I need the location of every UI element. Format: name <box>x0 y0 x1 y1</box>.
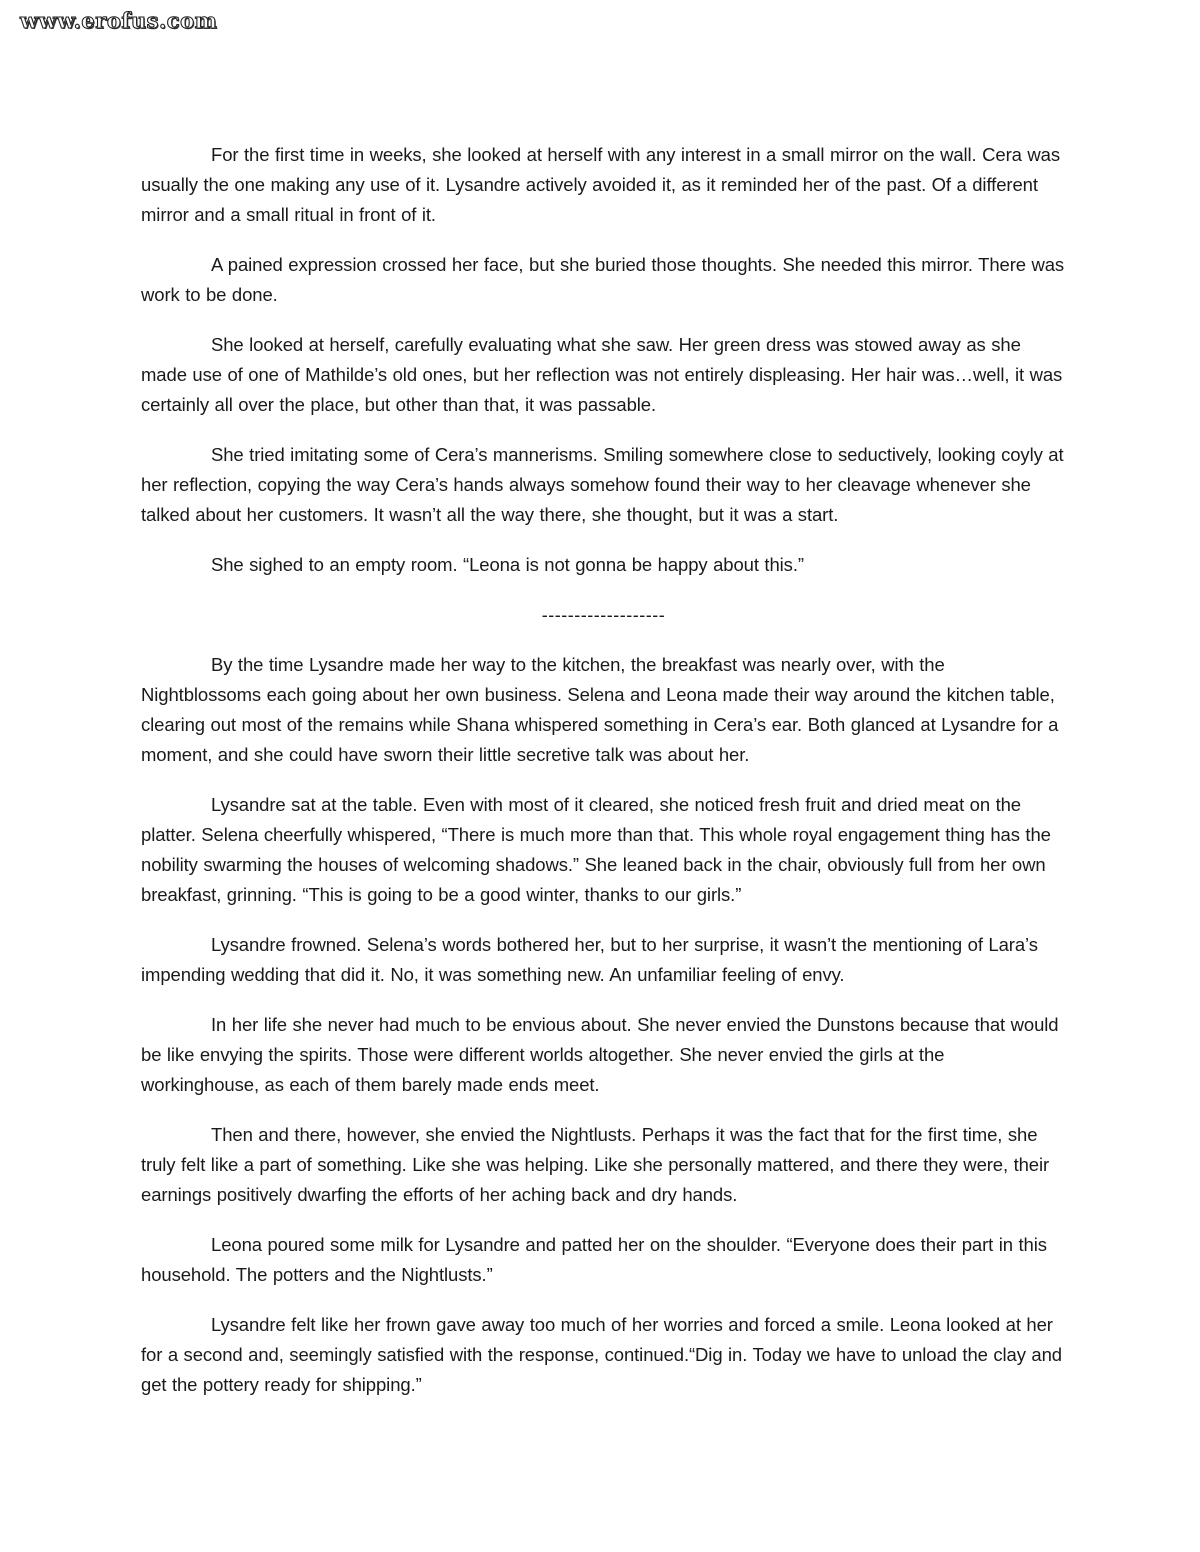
document-page <box>141 140 1066 1420</box>
paragraph-sighed-empty-room: She sighed to an empty room. “Leona is not gonna be happy about this.” <box>211 554 804 575</box>
paragraph-imitating-cera: She tried imitating some of Cera’s mannerisms. Smiling somewhere close to seductively, looking coyly at her reflection, copying the way Cera’s hands always somehow found their way to her cleavage whenever she talked about her customers. It wasn’t all the way there, she thought, but it was a start. <box>141 444 1064 525</box>
paragraph-envied-nightlusts: Then and there, however, she envied the Nightlusts. Perhaps it was the fact that for the first time, she truly felt like a part of something. Like she was helping. Like she personally mattered, and there they were, their earnings positively dwarfing the efforts of her aching back and dry hands. <box>141 1124 1050 1205</box>
paragraph-never-envious: In her life she never had much to be envious about. She never envied the Dunstons because that would be like envying the spirits. Those were different worlds altogether. She never envied the girls at the workinghouse, as each of them barely made ends meet. <box>141 1014 1059 1095</box>
paragraph-kitchen-arrival: By the time Lysandre made her way to the kitchen, the breakfast was nearly over, with the Nightblossoms each going about her own business. Selena and Leona made their way around the kitchen table, clearing out most of the remains while Shana whispered something in Cera’s ear. Both glanced at Lysandre for a moment, and she could have sworn their little secretive talk was about her. <box>141 654 1059 765</box>
paragraph-pained-expression: A pained expression crossed her face, but she buried those thoughts. She needed this mirror. There was work to be done. <box>141 254 1065 305</box>
paragraph-lysandre-frowned: Lysandre frowned. Selena’s words bothered her, but to her surprise, it wasn’t the mentioning of Lara’s impending wedding that did it. No, it was something new. An unfamiliar feeling of envy. <box>141 934 1038 985</box>
scene-separator: ------------------- <box>541 605 666 625</box>
paragraph-sat-at-table: Lysandre sat at the table. Even with most of it cleared, she noticed fresh fruit and dried meat on the platter. Selena cheerfully whispered, “There is much more than that. This whole royal engagement thing has the nobility swarming the houses of welcoming shadows.” She leaned back in the chair, obviously full from her own breakfast, grinning. “This is going to be a good winter, thanks to our girls.” <box>141 794 1051 905</box>
paragraph-mirror-interest: For the first time in weeks, she looked at herself with any interest in a small mirror on the wall. Cera was usually the one making any use of it. Lysandre actively avoided it, as it reminded her of the past. Of a different mirror and a small ritual in front of it. <box>141 144 1060 225</box>
paragraph-forced-smile: Lysandre felt like her frown gave away too much of her worries and forced a smile. Leona looked at her for a second and, seemingly satisfied with the response, continued.“Dig in. Today we have to unload the clay and get the pottery ready for shipping.” <box>141 1314 1062 1395</box>
watermark-logo: www.erofus.com <box>20 8 218 33</box>
paragraph-evaluating-reflection: She looked at herself, carefully evaluating what she saw. Her green dress was stowed away as she made use of one of Mathilde’s old ones, but her reflection was not entirely displeasing. Her hair was…well, it was certainly all over the place, but other than that, it was passable. <box>141 334 1063 415</box>
paragraph-leona-poured-milk: Leona poured some milk for Lysandre and patted her on the shoulder. “Everyone does their part in this household. The potters and the Nightlusts.” <box>141 1234 1047 1285</box>
